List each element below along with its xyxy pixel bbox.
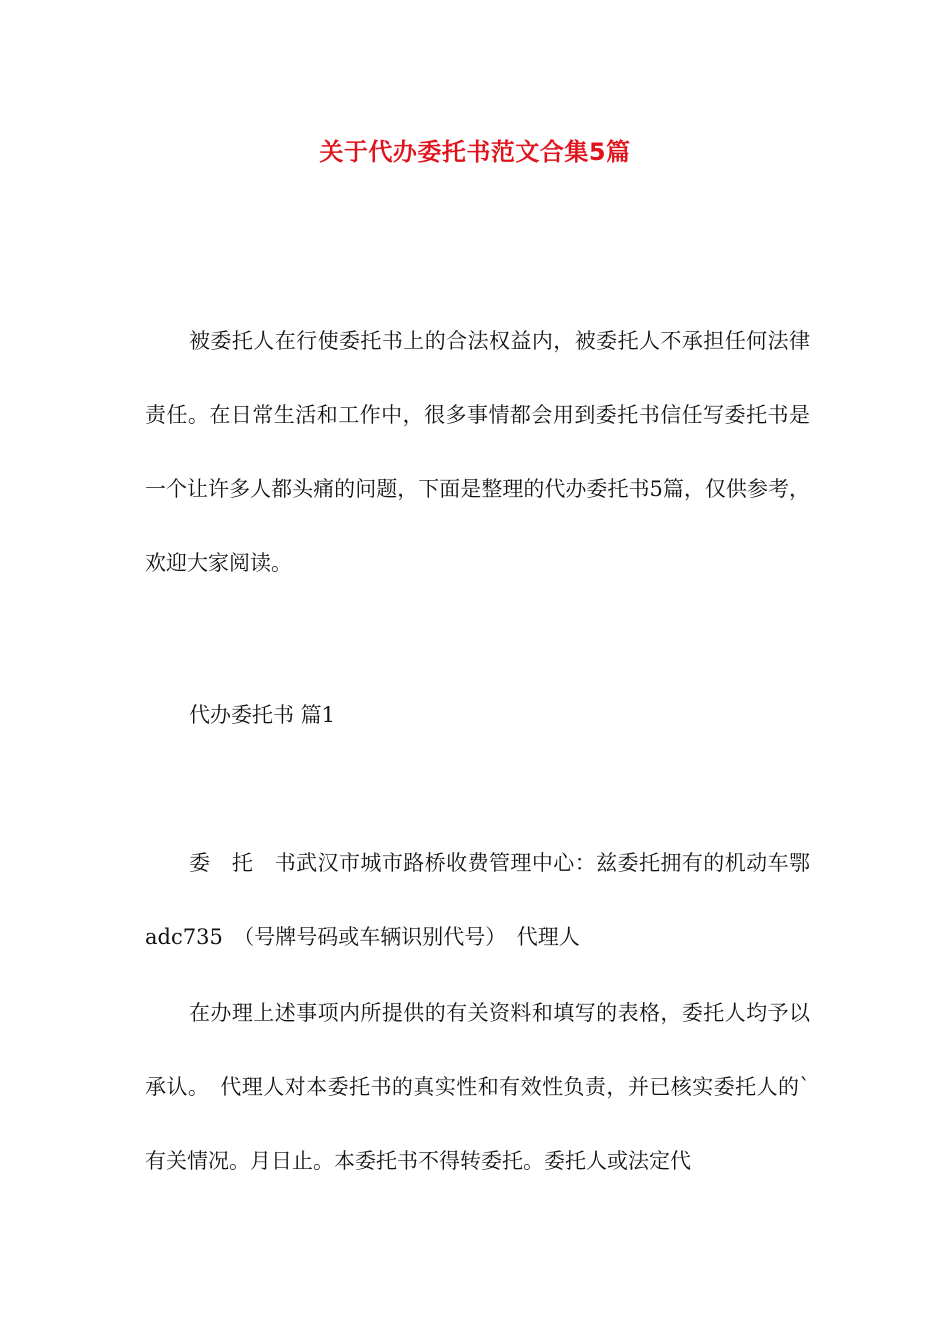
intro-paragraph: 被委托人在行使委托书上的合法权益内，被委托人不承担任何法律责任。在日常生活和工作中，很多事情都会用到委托书信任写委托书是一个让许多人都头痛的问题，下面是整理的代办委托书5篇，仅供参考，欢迎大家阅读。 <box>145 329 810 575</box>
body-paragraph-2: 在办理上述事项内所提供的有关资料和填写的表格，委托人均予以承认。 代理人对本委托书的真实性和有效性负责，并已核实委托人的`有关情况。月日止。本委托书不得转委托。委托人或法定代 <box>145 1001 810 1173</box>
document-title: 关于代办委托书范文合集5篇 <box>319 138 631 166</box>
section-heading: 代办委托书 篇1 <box>189 703 336 727</box>
body-paragraph-1: 委 托 书武汉市城市路桥收费管理中心：兹委托拥有的机动车鄂adc735 （号牌号码或车辆识别代号） 代理人 <box>145 851 810 949</box>
